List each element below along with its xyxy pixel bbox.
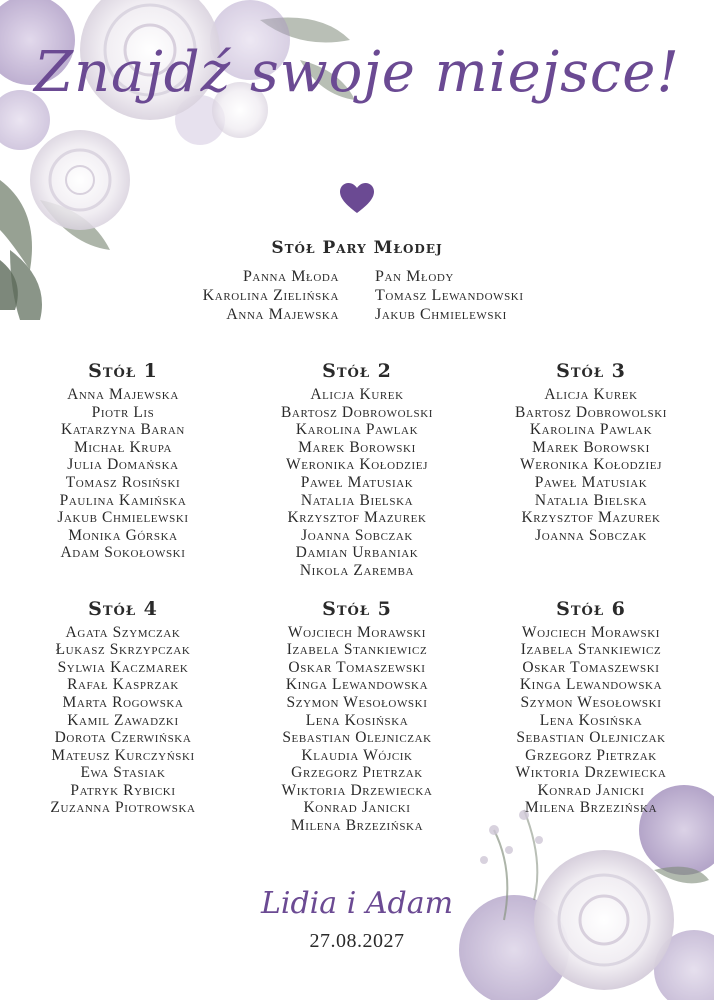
guest-name: Patryk Rybicki [70,781,176,799]
guest-name: Michał Krupa [74,438,172,456]
table-heading: Stół 1 [88,360,158,382]
guest-name: Marek Borowski [532,438,650,456]
guest-name: Natalia Bielska [300,491,414,509]
guest-name: Paulina Kamińska [59,491,187,509]
guest-name: Alicja Kurek [544,386,638,403]
guest-name: Alicja Kurek [310,386,404,403]
guest-name: Kinga Lewandowska [285,676,429,694]
guest-name: Lena Kosińska [305,711,409,729]
couple-table-section [0,238,714,324]
tables-grid [0,360,714,835]
guest-name: Krzysztof Mazurek [521,509,661,527]
guest-name: Izabela Stankiewicz [520,641,662,659]
guest-name: Krzysztof Mazurek [287,509,427,527]
table-block-6 [474,598,708,835]
couple-guest: Panna Młoda [242,268,339,285]
guest-name: Bartosz Dobrowolski [514,403,668,421]
guest-name: Dorota Czerwińska [54,729,192,747]
guest-name: Karolina Pawlak [529,421,653,439]
couple-guest: Anna Majewska [226,306,339,323]
guest-name: Marta Rogowska [62,693,184,711]
couple-guest: Tomasz Lewandowski [375,287,524,304]
couple-left-column [99,267,339,324]
guest-name: Wiktoria Drzewiecka [515,764,667,782]
guest-name: Joanna Sobczak [535,526,647,544]
couple-guest: Karolina Zielińska [202,287,339,304]
guest-name: Zuzanna Piotrowska [50,799,196,817]
guest-name: Tomasz Rosiński [65,473,181,491]
couple-names: Lidia i Adam [260,886,454,921]
table-block-3 [474,360,708,580]
guest-name: Weronika Kołodziej [286,456,428,474]
guest-name: Rafał Kasprzak [67,676,179,694]
table-block-5 [240,598,474,835]
guest-name: Adam Sokołowski [60,544,186,562]
guest-name: Sebastian Olejniczak [282,729,432,747]
table-heading: Stół 3 [556,360,626,382]
guest-name: Grzegorz Pietrzak [525,746,657,764]
guest-name: Konrad Janicki [303,799,411,817]
table-heading: Stół 6 [556,597,626,620]
guest-name: Piotr Lis [91,403,155,421]
guest-name: Monika Górska [68,526,178,544]
guest-name: Mateusz Kurczyński [51,746,195,764]
guest-name: Sylwia Kaczmarek [57,658,189,676]
table-block-2 [240,360,474,580]
guest-name: Jakub Chmielewski [57,509,189,527]
guest-name: Oskar Tomaszewski [288,658,426,676]
guest-name: Joanna Sobczak [301,526,413,544]
guest-name: Natalia Bielska [534,491,648,509]
guest-name: Anna Majewska [67,386,179,403]
guest-name: Damian Urbaniak [295,544,419,562]
guest-name: Milena Brzezińska [290,817,424,835]
guest-name: Wojciech Morawski [287,623,427,641]
guest-name: Wojciech Morawski [521,623,661,641]
guest-name: Milena Brzezińska [524,799,658,817]
guest-name: Szymon Wesołowski [286,693,428,711]
guest-name: Paweł Matusiak [300,473,414,491]
page-title: Znajdź swoje miejsce! [34,40,680,105]
guest-name: Klaudia Wójcik [301,746,413,764]
couple-guest: Pan Młody [375,268,454,285]
guest-name: Karolina Pawlak [295,421,419,439]
couple-guest: Jakub Chmielewski [375,306,507,323]
guest-name: Nikola Zaremba [299,561,415,579]
table-block-4 [6,598,240,835]
guest-name: Izabela Stankiewicz [286,641,428,659]
couple-right-column [375,267,615,324]
guest-name: Konrad Janicki [537,781,645,799]
guest-name: Agata Szymczak [65,623,181,641]
couple-table-heading: Stół Pary Młodej [271,238,443,258]
guest-name: Kamil Zawadzki [67,711,179,729]
guest-name: Bartosz Dobrowolski [280,403,434,421]
table-heading: Stół 4 [88,597,158,620]
guest-name: Łukasz Skrzypczak [55,641,191,659]
guest-name: Weronika Kołodziej [520,456,662,474]
guest-name: Kinga Lewandowska [519,676,663,694]
table-heading: Stół 5 [322,597,392,620]
heart-icon [339,182,375,214]
guest-name: Wiktoria Drzewiecka [281,781,433,799]
guest-name: Oskar Tomaszewski [522,658,660,676]
guest-name: Julia Domańska [67,456,179,474]
guest-name: Paweł Matusiak [534,473,648,491]
guest-name: Marek Borowski [298,438,416,456]
event-date: 27.08.2027 [309,930,405,952]
guest-name: Szymon Wesołowski [520,693,662,711]
guest-name: Lena Kosińska [539,711,643,729]
guest-name: Ewa Stasiak [80,764,166,782]
table-heading: Stół 2 [322,360,392,382]
table-block-1 [6,360,240,580]
guest-name: Grzegorz Pietrzak [291,764,423,782]
guest-name: Sebastian Olejniczak [516,729,666,747]
guest-name: Katarzyna Baran [61,421,185,439]
